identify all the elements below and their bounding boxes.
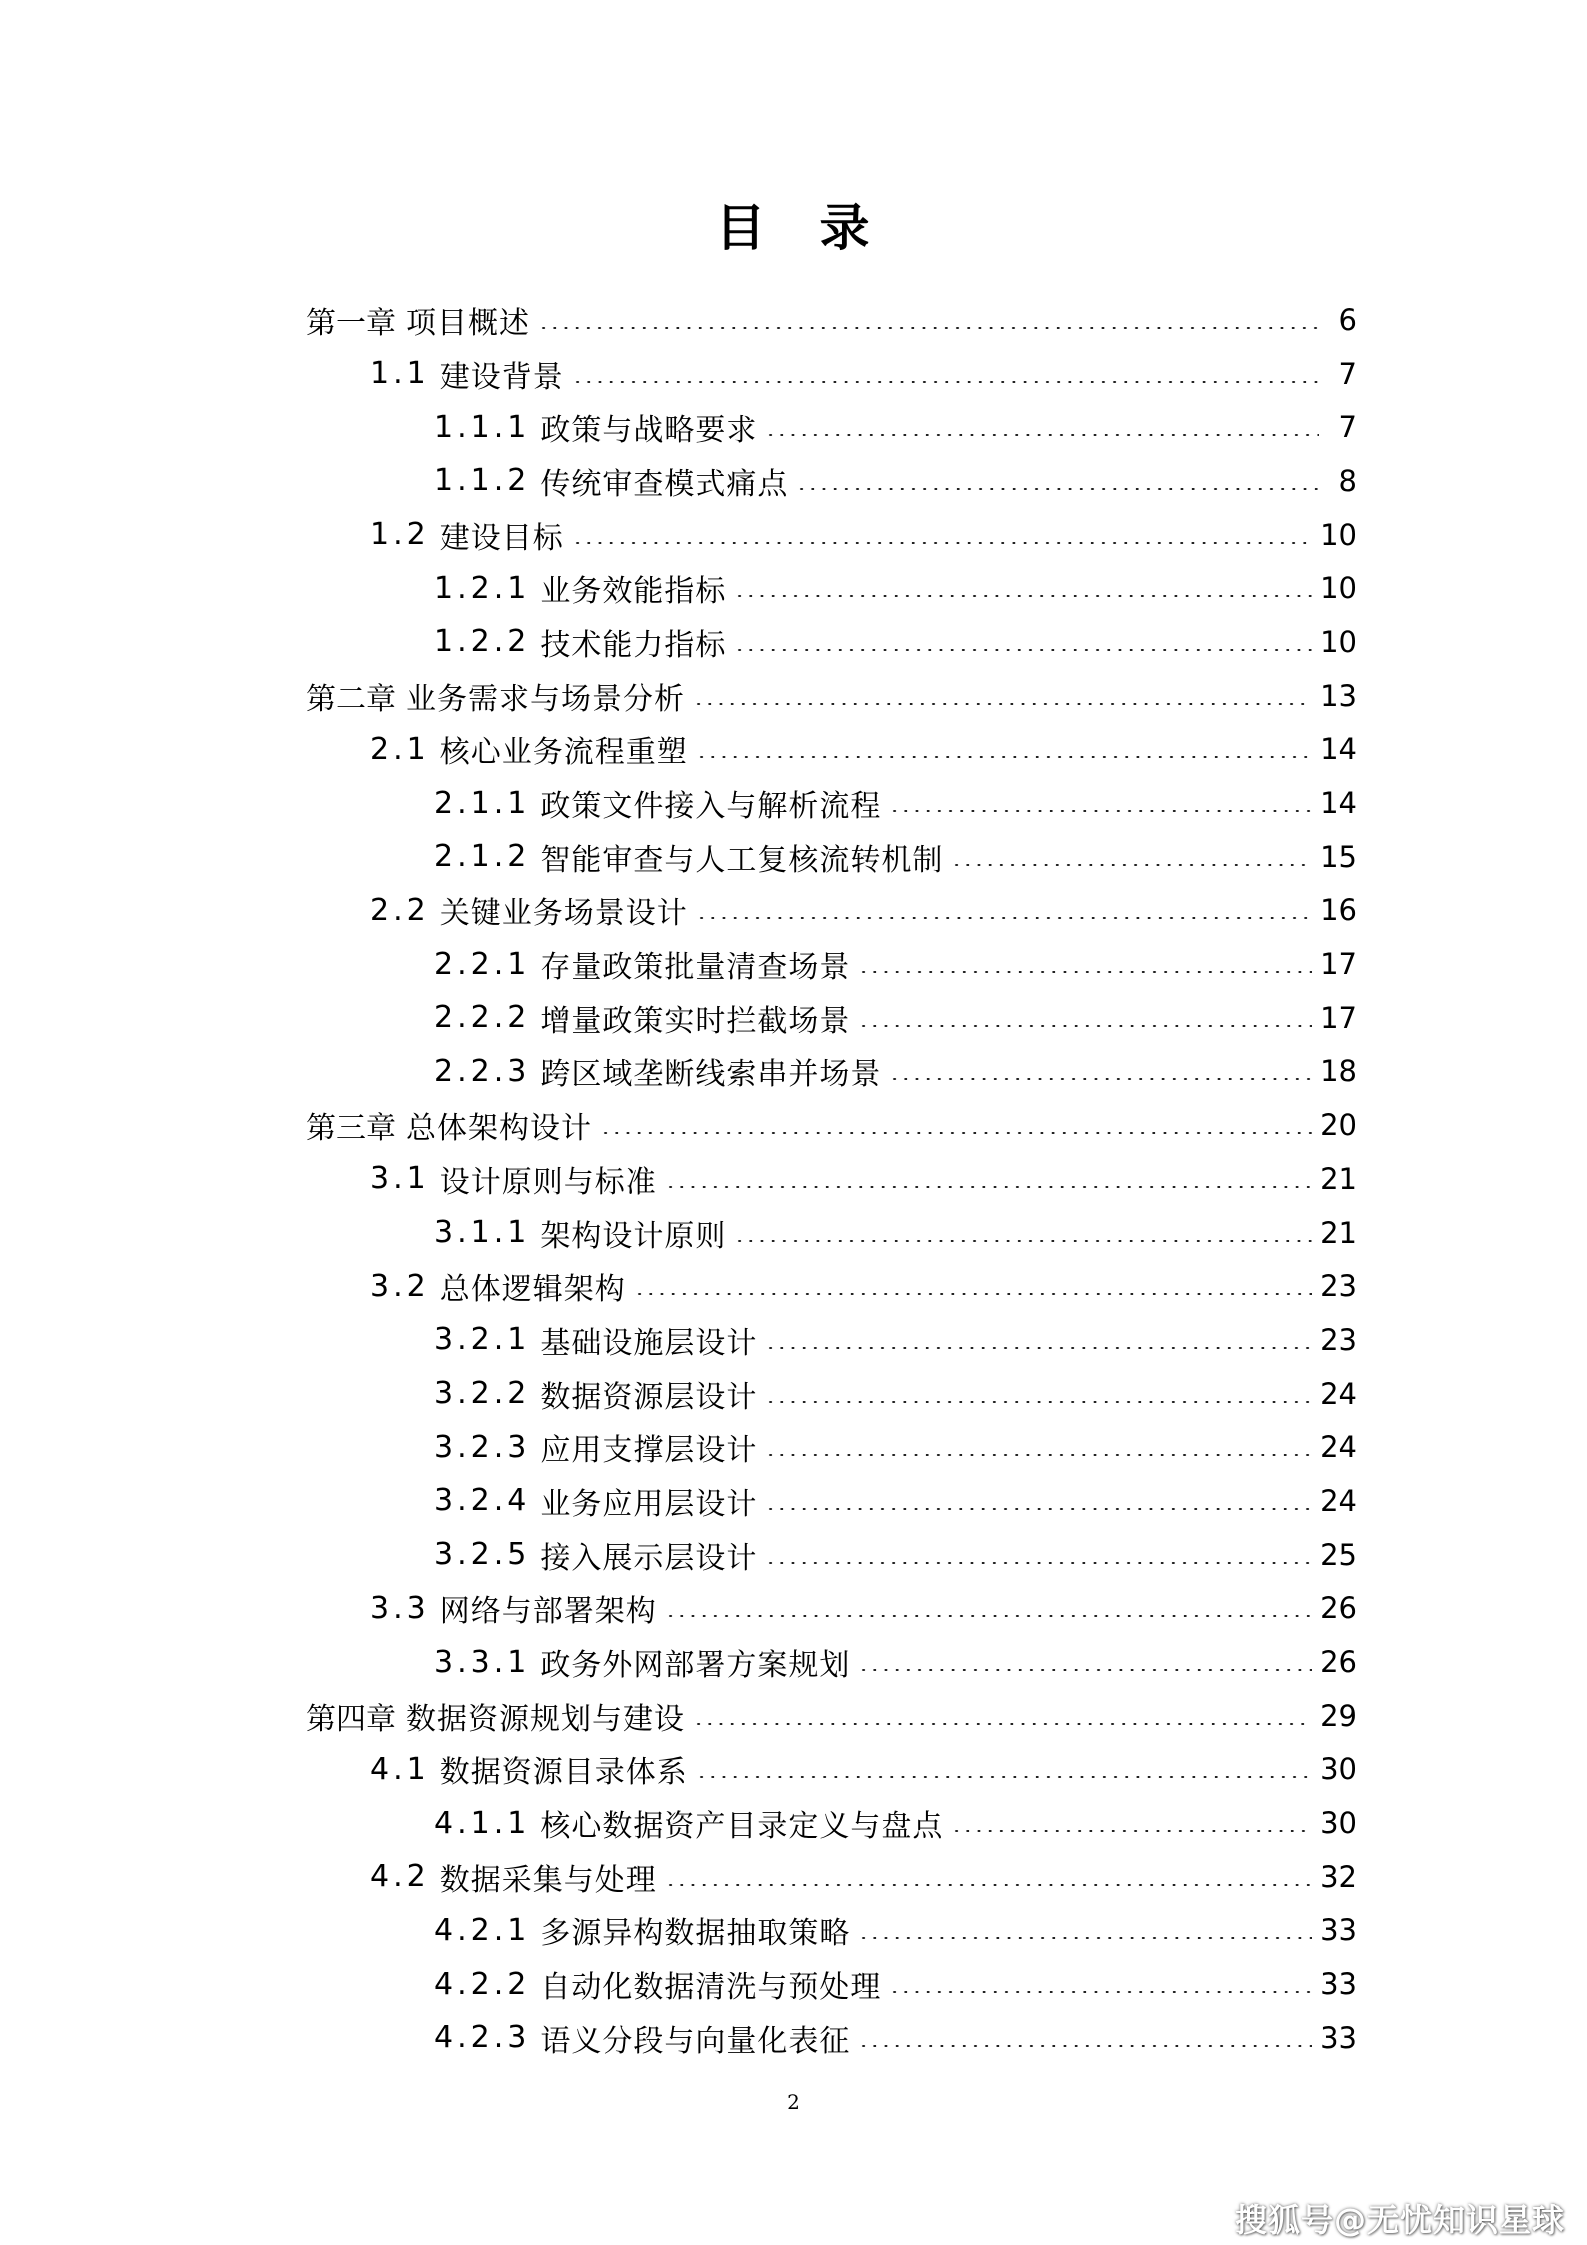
toc-entry[interactable] — [306, 1152, 1357, 1206]
toc-dot-leader — [858, 1025, 1312, 1027]
toc-entry-title: 技术能力指标 — [540, 627, 727, 663]
toc-entry-title: 总体架构设计 — [406, 1111, 592, 1147]
toc-entry-page: 29 — [1320, 1698, 1357, 1733]
page-title: 目 录 — [715, 199, 872, 257]
toc-entry-number: 第三章 — [306, 1111, 396, 1147]
toc-entry-page: 17 — [1320, 1000, 1357, 1035]
toc-entry[interactable] — [306, 2011, 1357, 2065]
toc-dot-leader — [696, 917, 1312, 919]
toc-entry-number: 3.2.4 — [434, 1483, 531, 1519]
toc-entry[interactable] — [306, 615, 1357, 669]
toc-dot-leader — [696, 756, 1312, 758]
toc-dot-leader — [858, 1937, 1312, 1939]
toc-entry[interactable] — [306, 1313, 1357, 1367]
toc-entry-page: 25 — [1320, 1537, 1357, 1572]
toc-entry-number: 2.1.2 — [434, 839, 531, 875]
toc-entry-page: 10 — [1320, 571, 1357, 606]
toc-entry-number: 2.2.3 — [434, 1053, 531, 1089]
toc-entry-title: 存量政策批量清查场景 — [540, 950, 851, 986]
toc-dot-leader — [858, 971, 1312, 973]
toc-dot-leader — [634, 1293, 1312, 1295]
toc-entry-title: 核心业务流程重塑 — [439, 735, 688, 771]
toc-entry-title: 项目概述 — [406, 305, 530, 341]
toc-entry-page: 26 — [1320, 1591, 1357, 1626]
toc-dot-leader — [889, 810, 1312, 812]
toc-dot-leader — [734, 595, 1312, 597]
toc-entry-number: 3.1.1 — [434, 1215, 531, 1251]
toc-entry-number: 2.1 — [370, 731, 430, 767]
toc-entry-page: 15 — [1320, 839, 1357, 874]
toc-entry-page: 24 — [1320, 1483, 1357, 1518]
toc-entry[interactable] — [306, 1957, 1357, 2011]
toc-entry-title: 自动化数据清洗与预处理 — [540, 1970, 882, 2006]
toc-entry-page: 33 — [1320, 2020, 1357, 2055]
toc-entry-title: 应用支撑层设计 — [540, 1433, 758, 1469]
toc-entry-title: 政策文件接入与解析流程 — [540, 789, 882, 825]
toc-entry-page: 10 — [1320, 517, 1357, 552]
toc-entry-number: 2.2 — [370, 892, 430, 928]
toc-entry[interactable] — [306, 1474, 1357, 1528]
toc-entry-number: 3.1 — [370, 1161, 430, 1197]
toc-entry-title: 关键业务场景设计 — [439, 896, 688, 932]
toc-entry-number: 3.2.2 — [434, 1376, 531, 1412]
toc-entry[interactable] — [306, 1528, 1357, 1582]
toc-entry-title: 总体逻辑架构 — [439, 1272, 626, 1308]
toc-entry[interactable] — [306, 1420, 1357, 1474]
watermark: 搜狐号@无忧知识星球 — [1234, 2201, 1565, 2239]
toc-entry[interactable] — [306, 776, 1357, 830]
toc-entry-page: 30 — [1320, 1752, 1357, 1787]
toc-entry[interactable] — [306, 1904, 1357, 1958]
toc-entry-page: 26 — [1320, 1645, 1357, 1680]
toc-entry-title: 智能审查与人工复核流转机制 — [540, 842, 944, 878]
toc-entry-number: 3.3 — [370, 1590, 430, 1626]
toc-entry-number: 3.2.1 — [434, 1322, 531, 1358]
toc-dot-leader — [665, 1884, 1312, 1886]
toc-entry[interactable] — [306, 1045, 1357, 1099]
toc-dot-leader — [796, 488, 1319, 490]
toc-dot-leader — [765, 434, 1319, 436]
toc-entry-title: 接入展示层设计 — [540, 1540, 758, 1576]
toc-entry-number: 4.2.2 — [434, 1966, 531, 2002]
toc-entry[interactable] — [306, 884, 1357, 938]
toc-entry-number: 第二章 — [306, 681, 396, 717]
toc-dot-leader — [858, 2045, 1312, 2047]
toc-dot-leader — [600, 1132, 1312, 1134]
toc-entry[interactable] — [306, 1206, 1357, 1260]
toc-entry-number: 1.1.1 — [434, 409, 531, 445]
toc-entry[interactable] — [306, 1689, 1357, 1743]
toc-entry[interactable] — [306, 830, 1357, 884]
toc-entry-title: 传统审查模式痛点 — [540, 466, 789, 502]
toc-dot-leader — [765, 1508, 1312, 1510]
toc-entry-title: 业务需求与场景分析 — [406, 681, 685, 717]
toc-entry-page: 6 — [1338, 302, 1357, 337]
toc-entry-title: 政策与战略要求 — [540, 413, 758, 449]
toc-dot-leader — [951, 1830, 1312, 1832]
toc-dot-leader — [665, 1615, 1312, 1617]
toc-entry-page: 7 — [1338, 356, 1357, 391]
toc-dot-leader — [889, 1991, 1312, 1993]
toc-entry-title: 建设目标 — [439, 520, 564, 556]
toc-entry-page: 33 — [1320, 1967, 1357, 2002]
toc-entry-title: 语义分段与向量化表征 — [540, 2023, 851, 2059]
toc-dot-leader — [665, 1186, 1312, 1188]
toc-entry-number: 第四章 — [306, 1701, 396, 1737]
table-of-contents — [306, 293, 1357, 2065]
toc-entry-number: 3.2.3 — [434, 1429, 531, 1465]
toc-entry-page: 23 — [1320, 1269, 1357, 1304]
toc-entry-page: 10 — [1320, 624, 1357, 659]
toc-entry[interactable] — [306, 723, 1357, 777]
toc-entry-number: 4.1 — [370, 1751, 430, 1787]
toc-entry[interactable] — [306, 1796, 1357, 1850]
toc-entry-title: 政务外网部署方案规划 — [540, 1648, 851, 1684]
toc-entry[interactable] — [306, 293, 1357, 347]
toc-entry-title: 数据资源层设计 — [540, 1379, 758, 1415]
toc-dot-leader — [572, 542, 1312, 544]
toc-entry-number: 1.1 — [370, 356, 430, 392]
toc-dot-leader — [734, 1240, 1312, 1242]
toc-entry-number: 1.1.2 — [434, 463, 531, 499]
toc-entry-page: 32 — [1320, 1859, 1357, 1894]
toc-entry-number: 4.2.1 — [434, 1912, 531, 1948]
toc-dot-leader — [765, 1401, 1312, 1403]
toc-entry-title: 增量政策实时拦截场景 — [540, 1003, 851, 1039]
toc-entry-title: 建设背景 — [439, 359, 564, 395]
toc-entry-number: 1.2.2 — [434, 624, 531, 660]
toc-entry[interactable] — [306, 561, 1357, 615]
toc-entry-number: 2.2.2 — [434, 1000, 531, 1036]
toc-entry-number: 4.1.1 — [434, 1805, 531, 1841]
toc-entry-title: 网络与部署架构 — [439, 1594, 657, 1630]
toc-entry[interactable] — [306, 669, 1357, 723]
toc-dot-leader — [734, 649, 1312, 651]
toc-dot-leader — [572, 381, 1319, 383]
toc-entry-number: 4.2 — [370, 1859, 430, 1895]
toc-entry-number: 3.2.5 — [434, 1537, 531, 1573]
toc-entry-title: 多源异构数据抽取策略 — [540, 1916, 851, 1952]
toc-entry[interactable] — [306, 400, 1357, 454]
toc-entry[interactable] — [306, 1098, 1357, 1152]
toc-entry-page: 24 — [1320, 1430, 1357, 1465]
toc-entry-page: 21 — [1320, 1161, 1357, 1196]
toc-entry-title: 业务应用层设计 — [540, 1486, 758, 1522]
toc-entry[interactable] — [306, 937, 1357, 991]
toc-entry-number: 1.2.1 — [434, 570, 531, 606]
toc-dot-leader — [538, 327, 1319, 329]
toc-entry-page: 14 — [1320, 732, 1357, 767]
toc-entry-title: 核心数据资产目录定义与盘点 — [540, 1809, 944, 1845]
toc-entry-title: 跨区域垄断线索串并场景 — [540, 1057, 882, 1093]
toc-entry-number: 3.3.1 — [434, 1644, 531, 1680]
toc-entry[interactable] — [306, 1635, 1357, 1689]
toc-dot-leader — [693, 1723, 1312, 1725]
toc-entry-number: 4.2.3 — [434, 2020, 531, 2056]
toc-entry[interactable] — [306, 991, 1357, 1045]
toc-entry[interactable] — [306, 508, 1357, 562]
toc-entry-page: 18 — [1320, 1054, 1357, 1089]
toc-entry-number: 1.2 — [370, 517, 430, 553]
toc-entry[interactable] — [306, 1743, 1357, 1797]
toc-entry-title: 基础设施层设计 — [540, 1325, 758, 1361]
toc-entry[interactable] — [306, 1367, 1357, 1421]
toc-dot-leader — [693, 703, 1312, 705]
toc-entry-page: 7 — [1338, 410, 1357, 445]
toc-entry-page: 17 — [1320, 947, 1357, 982]
toc-entry-title: 数据资源规划与建设 — [406, 1701, 685, 1737]
toc-dot-leader — [951, 864, 1312, 866]
toc-entry-page: 30 — [1320, 1806, 1357, 1841]
toc-entry-number: 3.2 — [370, 1268, 430, 1304]
toc-entry-title: 数据资源目录体系 — [439, 1755, 688, 1791]
toc-entry-page: 16 — [1320, 893, 1357, 928]
toc-entry-number: 第一章 — [306, 305, 396, 341]
toc-entry[interactable] — [306, 1259, 1357, 1313]
toc-entry-title: 数据采集与处理 — [439, 1862, 657, 1898]
page-number: 2 — [787, 2090, 800, 2114]
toc-entry[interactable] — [306, 454, 1357, 508]
toc-dot-leader — [858, 1669, 1312, 1671]
toc-entry-page: 24 — [1320, 1376, 1357, 1411]
toc-entry-page: 33 — [1320, 1913, 1357, 1948]
toc-dot-leader — [765, 1347, 1312, 1349]
toc-entry[interactable] — [306, 1582, 1357, 1636]
toc-entry-page: 8 — [1338, 463, 1357, 498]
toc-entry-title: 业务效能指标 — [540, 574, 727, 610]
toc-entry-page: 21 — [1320, 1215, 1357, 1250]
toc-entry[interactable] — [306, 1850, 1357, 1904]
toc-entry-number: 2.2.1 — [434, 946, 531, 982]
toc-entry[interactable] — [306, 347, 1357, 401]
toc-dot-leader — [765, 1454, 1312, 1456]
toc-dot-leader — [889, 1078, 1312, 1080]
toc-entry-page: 20 — [1320, 1108, 1357, 1143]
toc-dot-leader — [765, 1562, 1312, 1564]
toc-entry-title: 架构设计原则 — [540, 1218, 727, 1254]
toc-entry-page: 13 — [1320, 678, 1357, 713]
toc-dot-leader — [696, 1776, 1312, 1778]
toc-entry-page: 14 — [1320, 786, 1357, 821]
toc-entry-title: 设计原则与标准 — [439, 1164, 657, 1200]
toc-entry-number: 2.1.1 — [434, 785, 531, 821]
toc-entry-page: 23 — [1320, 1322, 1357, 1357]
